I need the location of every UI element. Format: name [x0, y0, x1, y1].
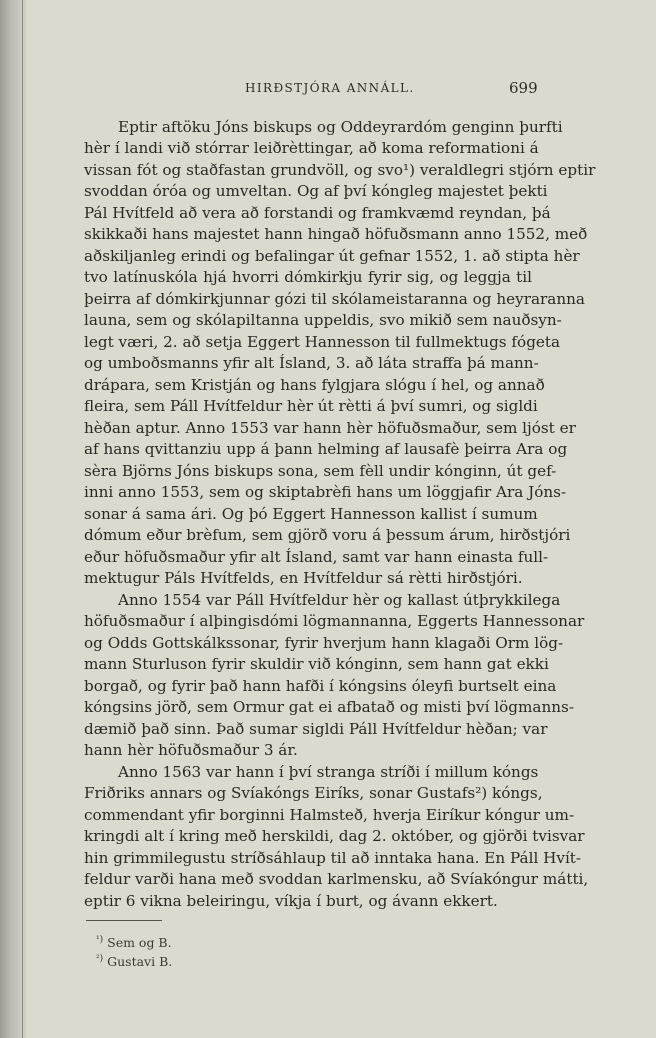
text-line: drápara, sem Kristján og hans fylgjara slógu í hel, og annað	[84, 376, 545, 394]
text-line: inni anno 1553, sem og skiptabrèfi hans um löggjafir Ara Jóns-	[84, 483, 567, 501]
text-line: þeirra af dómkirkjunnar gózi til skólameistaranna og heyraranna	[84, 290, 585, 308]
text-line: hin grimmilegustu stríðsáhlaup til að inntaka hana. En Páll Hvít-	[84, 849, 582, 867]
book-page	[26, 0, 656, 1038]
text-line: Anno 1563 var hann í því stranga stríði í millum kóngs	[118, 763, 539, 781]
text-line: eptir 6 vikna beleiringu, víkja í burt, og ávann ekkert.	[84, 892, 498, 910]
footnote-1	[96, 934, 172, 951]
text-line: aðskiljanleg erindi og befalingar út gefnar 1552, 1. að stipta hèr	[84, 247, 580, 265]
page-number: 699	[509, 79, 538, 97]
text-line: mektugur Páls Hvítfelds, en Hvítfeldur sá rètti hirðstjóri.	[84, 569, 523, 587]
text-line: hèr í landi við stórrar leiðrèttingar, að koma reformationi á	[84, 139, 539, 157]
footnote-divider	[86, 920, 162, 921]
running-title: HIRÐSTJÓRA ANNÁLL.	[245, 81, 415, 95]
text-line: höfuðsmaður í alþingisdómi lögmannanna, Eggerts Hannessonar	[84, 612, 585, 630]
text-line: kringdi alt í kring með herskildi, dag 2. október, og gjörði tvisvar	[84, 827, 585, 845]
text-line: launa, sem og skólapiltanna uppeldis, svo mikið sem nauðsyn-	[84, 311, 562, 329]
text-line: kóngsins jörð, sem Ormur gat ei afbatað og misti því lögmanns-	[84, 698, 574, 716]
text-line: vissan fót og staðfastan grundvöll, og svo¹) veraldlegri stjórn eptir	[84, 161, 596, 179]
text-line: mann Sturluson fyrir skuldir við kónginn, sem hann gat ekki	[84, 655, 549, 673]
text-line: borgað, og fyrir það hann hafði í kóngsins óleyfi burtselt eina	[84, 677, 557, 695]
binding-edge-line	[22, 0, 23, 1038]
text-line: fleira, sem Páll Hvítfeldur hèr út rètti á því sumri, og sigldi	[84, 397, 538, 415]
text-line: sèra Björns Jóns biskups sona, sem fèll undir kónginn, út gef-	[84, 462, 557, 480]
text-line: af hans qvittanziu upp á þann helming af lausafè þeirra Ara og	[84, 440, 568, 458]
text-line: dæmið það sinn. Það sumar sigldi Páll Hvítfeldur hèðan; var	[84, 720, 548, 738]
text-line: hann hèr höfuðsmaður 3 ár.	[84, 741, 298, 759]
footnote-text: Gustavi B.	[107, 954, 173, 969]
text-line: og Odds Gottskálkssonar, fyrir hverjum hann klagaði Orm lög-	[84, 634, 564, 652]
text-line: hèðan aptur. Anno 1553 var hann hèr höfuðsmaður, sem ljóst er	[84, 419, 576, 437]
text-line: Anno 1554 var Páll Hvítfeldur hèr og kallast útþrykkilega	[118, 591, 561, 609]
text-line: dómum eður brèfum, sem gjörð voru á þessum árum, hirðstjóri	[84, 526, 571, 544]
text-line: Eptir aftöku Jóns biskups og Oddeyrardóm genginn þurfti	[118, 118, 563, 136]
text-line: tvo latínuskóla hjá hvorri dómkirkju fyrir sig, og leggja til	[84, 268, 532, 286]
text-line: skikkaði hans majestet hann hingað höfuðsmann anno 1552, með	[84, 225, 588, 243]
text-line: feldur varði hana með svoddan karlmensku, að Svíakóngur mátti,	[84, 870, 589, 888]
text-line: og umboðsmanns yfir alt Ísland, 3. að láta straffa þá mann-	[84, 354, 539, 372]
footnote-text: Sem og B.	[107, 935, 172, 950]
text-line: commendant yfir borginni Halmsteð, hverja Eiríkur kóngur um-	[84, 806, 575, 824]
text-line: legt væri, 2. að setja Eggert Hannesson til fullmektugs fógeta	[84, 333, 561, 351]
text-line: Pál Hvítfeld að vera að forstandi og framkvæmd reyndan, þá	[84, 204, 551, 222]
footnote-2	[96, 953, 172, 970]
text-line: eður höfuðsmaður yfir alt Ísland, samt var hann einasta full-	[84, 548, 549, 566]
footnote-mark: ¹)	[96, 935, 104, 945]
text-line: sonar á sama ári. Og þó Eggert Hannesson kallist í sumum	[84, 505, 538, 523]
text-line: svoddan óróa og umveltan. Og af því kóngleg majestet þekti	[84, 182, 548, 200]
text-line: Friðriks annars og Svíakóngs Eiríks, sonar Gustafs²) kóngs,	[84, 784, 543, 802]
footnote-mark: ²)	[96, 954, 104, 964]
